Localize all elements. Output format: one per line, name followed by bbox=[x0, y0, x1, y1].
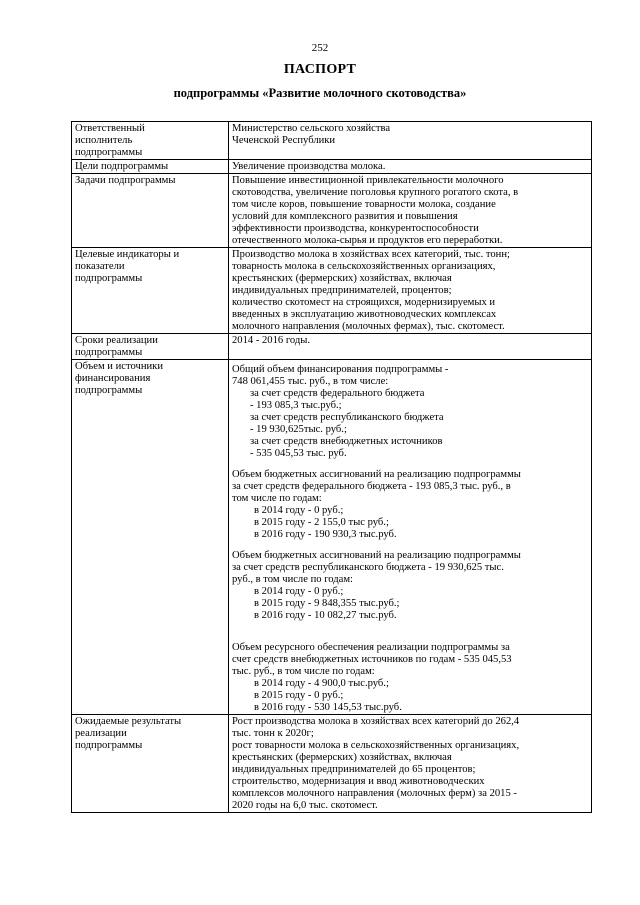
value-line: товарность молока в сельскохозяйственных организациях, bbox=[232, 261, 496, 272]
value-line: условий для комплексного развития и повышения bbox=[232, 211, 458, 222]
document-subtitle: подпрограммы «Развитие молочного скотоводства» bbox=[173, 86, 467, 100]
row-value bbox=[229, 174, 592, 248]
row-label bbox=[72, 248, 229, 334]
label-line: Цели подпрограммы bbox=[75, 161, 169, 172]
row-tasks bbox=[72, 174, 592, 248]
label-line: Объем и источники bbox=[75, 361, 163, 372]
row-label bbox=[72, 334, 229, 360]
value-line: 2014 - 2016 годы. bbox=[232, 335, 311, 346]
finance-federal-line: за счет средств федерального бюджета bbox=[250, 388, 425, 399]
row-label bbox=[72, 174, 229, 248]
block-line: руб., в том числе по годам: bbox=[232, 574, 353, 585]
value-line: Производство молока в хозяйствах всех категорий, тыс. тонн; bbox=[232, 249, 510, 260]
year-line: в 2014 году - 4 900,0 тыс.руб.; bbox=[254, 678, 389, 689]
row-results bbox=[72, 715, 592, 813]
value-line: индивидуальных предпринимателей до 65 процентов; bbox=[232, 764, 476, 775]
value-line: рост товарности молока в сельскохозяйственных организациях, bbox=[232, 740, 520, 751]
value-line: тыс. тонн к 2020г; bbox=[232, 728, 314, 739]
finance-block-federal bbox=[232, 469, 588, 541]
row-value bbox=[229, 122, 592, 160]
row-label bbox=[72, 360, 229, 715]
year-line: в 2014 году - 0 руб.; bbox=[254, 586, 344, 597]
finance-total-line: Общий объем финансирования подпрограммы - bbox=[232, 364, 449, 375]
page-number: 252 bbox=[311, 42, 329, 54]
label-line: Целевые индикаторы и bbox=[75, 249, 180, 260]
label-line: Задачи подпрограммы bbox=[75, 175, 176, 186]
label-line: подпрограммы bbox=[75, 273, 143, 284]
year-line: в 2015 году - 0 руб.; bbox=[254, 690, 344, 701]
label-line: исполнитель bbox=[75, 135, 133, 146]
value-line: Министерство сельского хозяйства bbox=[232, 123, 391, 134]
label-line: подпрограммы bbox=[75, 740, 143, 751]
finance-extra-line: за счет средств внебюджетных источников bbox=[250, 436, 443, 447]
row-goals bbox=[72, 160, 592, 174]
year-line: в 2014 году - 0 руб.; bbox=[254, 505, 344, 516]
year-line: в 2015 году - 9 848,355 тыс.руб.; bbox=[254, 598, 400, 609]
label-line: подпрограммы bbox=[75, 347, 143, 358]
document-title: ПАСПОРТ bbox=[283, 62, 357, 77]
value-line: крестьянских (фермерских) хозяйствах, включая bbox=[232, 273, 452, 284]
label-line: Ответственный bbox=[75, 123, 145, 134]
year-line: в 2016 году - 10 082,27 тыс.руб. bbox=[254, 610, 397, 621]
value-line: том числе коров, повышение товарности молока, создание bbox=[232, 199, 496, 210]
label-line: Сроки реализации bbox=[75, 335, 158, 346]
year-line: в 2016 году - 530 145,53 тыс.руб. bbox=[254, 702, 402, 713]
row-value bbox=[229, 248, 592, 334]
row-responsible bbox=[72, 122, 592, 160]
year-line: в 2015 году - 2 155,0 тыс руб.; bbox=[254, 517, 389, 528]
finance-republic-line: - 19 930,625тыс. руб.; bbox=[250, 424, 347, 435]
finance-federal-line: - 193 085,3 тыс.руб.; bbox=[250, 400, 342, 411]
block-line: за счет средств республиканского бюджета - 19 930,625 тыс. bbox=[232, 562, 504, 573]
year-line: в 2016 году - 190 930,3 тыс.руб. bbox=[254, 529, 397, 540]
block-line: за счет средств федерального бюджета - 193 085,3 тыс. руб., в bbox=[232, 481, 511, 492]
value-line: введенных в эксплуатацию животноводческих комплексах bbox=[232, 309, 497, 320]
block-line: Объем бюджетных ассигнований на реализацию подпрограммы bbox=[232, 469, 521, 480]
value-line: отечественного молока-сырья и продуктов его переработки. bbox=[232, 235, 503, 246]
label-line: финансирования bbox=[75, 373, 151, 384]
row-label bbox=[72, 160, 229, 174]
row-value bbox=[229, 160, 592, 174]
value-line: индивидуальных предпринимателей, процентов; bbox=[232, 285, 452, 296]
finance-extra-line: - 535 045,53 тыс. руб. bbox=[250, 448, 347, 459]
row-label bbox=[72, 715, 229, 813]
finance-block-republic bbox=[232, 550, 588, 622]
value-line: количество скотомест на строящихся, модернизируемых и bbox=[232, 297, 496, 308]
label-line: показатели bbox=[75, 261, 125, 272]
block-line: Объем ресурсного обеспечения реализации подпрограммы за bbox=[232, 642, 510, 653]
label-line: Ожидаемые результаты bbox=[75, 716, 182, 727]
value-line: Повышение инвестиционной привлекательности молочного bbox=[232, 175, 504, 186]
block-line: тыс. руб., в том числе по годам: bbox=[232, 666, 375, 677]
label-line: подпрограммы bbox=[75, 385, 143, 396]
value-line: крестьянских (фермерских) хозяйствах, включая bbox=[232, 752, 452, 763]
value-line: скотоводства, увеличение поголовья крупного рогатого скота, в bbox=[232, 187, 519, 198]
value-line: комплексов молочного направления (молочных ферм) за 2015 - bbox=[232, 788, 517, 799]
value-line: эффективности производства, конкурентоспособности bbox=[232, 223, 479, 234]
value-line: молочного направления (молочных фермах), тыс. скотомест. bbox=[232, 321, 505, 332]
value-line: 2020 годы на 6,0 тыс. скотомест. bbox=[232, 800, 378, 811]
value-line: строительство, модернизация и ввод животноводческих bbox=[232, 776, 485, 787]
row-timeline bbox=[72, 334, 592, 360]
value-line: Рост производства молока в хозяйствах всех категорий до 262,4 bbox=[232, 716, 520, 727]
finance-block-extra bbox=[232, 642, 588, 714]
label-line: реализации bbox=[75, 728, 127, 739]
block-line: Объем бюджетных ассигнований на реализацию подпрограммы bbox=[232, 550, 521, 561]
row-label bbox=[72, 122, 229, 160]
row-value bbox=[229, 715, 592, 813]
row-value bbox=[229, 334, 592, 360]
value-line: Увеличение производства молока. bbox=[232, 161, 386, 172]
passport-table bbox=[71, 121, 592, 813]
block-line: том числе по годам: bbox=[232, 493, 322, 504]
value-line: Чеченской Республики bbox=[232, 135, 336, 146]
passport-table-body bbox=[72, 122, 592, 813]
row-value bbox=[229, 360, 592, 715]
finance-republic-line: за счет средств республиканского бюджета bbox=[250, 412, 444, 423]
label-line: подпрограммы bbox=[75, 147, 143, 158]
row-financing bbox=[72, 360, 592, 715]
finance-total-line: 748 061,455 тыс. руб., в том числе: bbox=[232, 376, 389, 387]
row-indicators bbox=[72, 248, 592, 334]
block-line: счет средств внебюджетных источников по годам - 535 045,53 bbox=[232, 654, 512, 665]
